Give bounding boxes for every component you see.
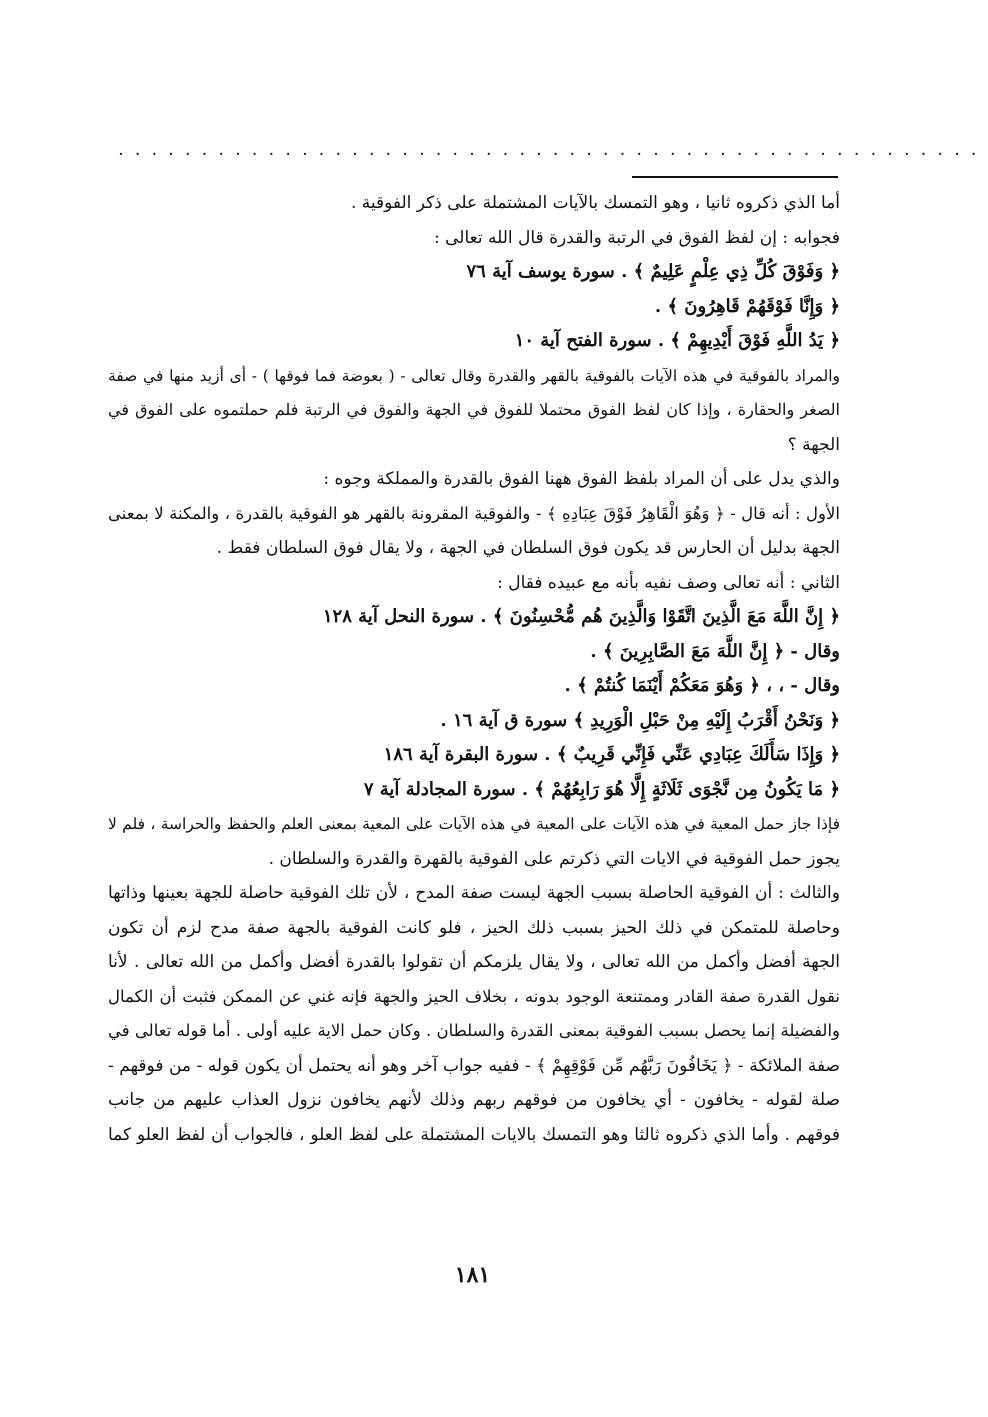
page-body (108, 186, 840, 1152)
verse-line: ﴿ مَا يَكُونُ مِن نَّجْوَى ثَلَاثَةٍ إِلَّا هُوَ رَابِعُهُمْ ﴾ . سورة المجادلة آية ٧ (363, 778, 840, 800)
paragraph-line: الثاني : أنه تعالى وصف نفيه بأنه مع عبيده فقال : (497, 572, 840, 593)
verse-line: وقال - ، ، ﴿ وَهُوَ مَعَكُمْ أَيْنَمَا كُنتُمْ ﴾ . (564, 675, 840, 696)
paragraph-line: نقول القدرة صفة القادر وممتنعة الوجود بدونه ، بخلاف الحيز والجهة فإنه غني عن الممكن فثبت أن الكمال (108, 986, 840, 1006)
paragraph-line: فوقهم . وأما الذي ذكروه ثالثا وهو التمسك بالايات المشتملة على لفظ العلو ، فالجواب أن لفظ العلو كما (108, 1124, 840, 1145)
paragraph-line: والمراد بالفوقية في هذه الآيات بالفوقية بالقهر والقدرة وقال تعالى - ( بعوضة فما فوقها ) - أى أزيد منها في صفة (108, 366, 840, 385)
paragraph-line: والذي يدل على أن المراد بلفظ الفوق ههنا الفوق بالقدرة والمملكة وجوه : (323, 469, 840, 489)
verse-line: ﴿ وَفَوْقَ كُلِّ ذِي عِلْمٍ عَلِيمٌ ﴾ . سورة يوسف آية ٧٦ (466, 261, 840, 282)
verse-line: ﴿ وَإِذَا سَأَلَكَ عِبَادِي عَنِّي فَإِنِّي قَرِيبٌ ﴾ . سورة البقرة آية ١٨٦ (383, 744, 840, 765)
paragraph-line: والثالث : أن الفوقية الحاصلة بسبب الجهة ليست صفة المدح ، لأن تلك الفوقية حاصلة للجهة بعينها وذاتها (108, 883, 840, 903)
dotted-separator: .................................................... (118, 139, 988, 160)
paragraph-line: الأول : أنه قال - ﴿ وَهُوَ الْقَاهِرُ فَوْقَ عِبَادِهِ ﴾ - والفوقية المقرونة بالقهر هو الفوقية بالقدرة ، والمكنة لا بمعنى (108, 503, 840, 523)
verse-line: ﴿ وَإِنَّا فَوْقَهُمْ قَاهِرُونَ ﴾ . (654, 295, 840, 317)
paragraph-line: أما الذي ذكروه ثانيا ، وهو التمسك بالآيات المشتملة على ذكر الفوقية . (350, 193, 840, 213)
paragraph-line: صلة لقوله - يخافون - أي يخافون من فوقهم ربهم وذلك لأنهم يخافون نزول العذاب عليهم من جانب (108, 1090, 840, 1110)
verse-line: ﴿ وَنَحْنُ أَقْرَبُ إِلَيْهِ مِنْ حَبْلِ الْوَرِيدِ ﴾ سورة ق آية ١٦ . (440, 709, 840, 731)
paragraph-line: والفضيلة إنما يحصل بسبب الفوقية بمعنى القدرة والسلطان . وكان حمل الاية عليه أولى . أما قوله تعالى في (108, 1021, 840, 1040)
paragraph-line: الصغر والحقارة ، وإذا كان لفظ الفوق محتملا للفوق في الجهة والفوق في الرتبة فلم حملتموه على الفوق في (108, 400, 840, 419)
paragraph-line: الجهة بدليل أن الحارس قد يكون فوق السلطان في الجهة ، ولا يقال فوق السلطان فقط . (216, 538, 840, 558)
paragraph-line: فإذا جاز حمل المعية في هذه الآيات على المعية في هذه الآيات على المعية بمعنى العلم والحفظ والحراسة ، فلم لا (108, 815, 840, 833)
verse-line: ﴿ إِنَّ اللَّهَ مَعَ الَّذِينَ اتَّقَوْا وَالَّذِينَ هُم مُّحْسِنُونَ ﴾ . سورة النحل آية ١٢٨ (322, 606, 840, 627)
paragraph-line: يجوز حمل الفوقية في الايات التي ذكرتم على الفوقية بالقهرة والقدرة والسلطان . (268, 848, 840, 869)
paragraph-line: الجهة أفضل وأكمل من الله تعالى ، ولا يقال يلزمكم أن تقولوا بالقدرة أفضل وأكمل من الله تعالى . لأنا (108, 952, 840, 972)
verse-line: وقال - ﴿ إِنَّ اللَّهَ مَعَ الصَّابِرِينَ ﴾ . (590, 640, 840, 662)
paragraph-line: صفة الملائكة - ﴿ يَخَافُونَ رَبَّهُم مِّن فَوْقِهِمْ ﴾ - ففيه جواب آخر وهو أنه يحتمل أن يكون قوله - من فوقهم - (108, 1055, 840, 1076)
verse-line: ﴿ يَدُ اللَّهِ فَوْقَ أَيْدِيهِمْ ﴾ . سورة الفتح آية ١٠ (514, 330, 840, 351)
header-rule (632, 176, 838, 178)
paragraph-line: وحاصلة للمتمكن في ذلك الحيز بسبب ذلك الحيز ، فلو كانت الفوقية بالجهة صفة مدح لزم أن تكون (108, 917, 840, 938)
page-number: ١٨١ (454, 1262, 491, 1288)
paragraph-line: الجهة ؟ (787, 434, 840, 455)
paragraph-line: فجوابه : إن لفظ الفوق في الرتبة والقدرة قال الله تعالى : (433, 227, 840, 248)
